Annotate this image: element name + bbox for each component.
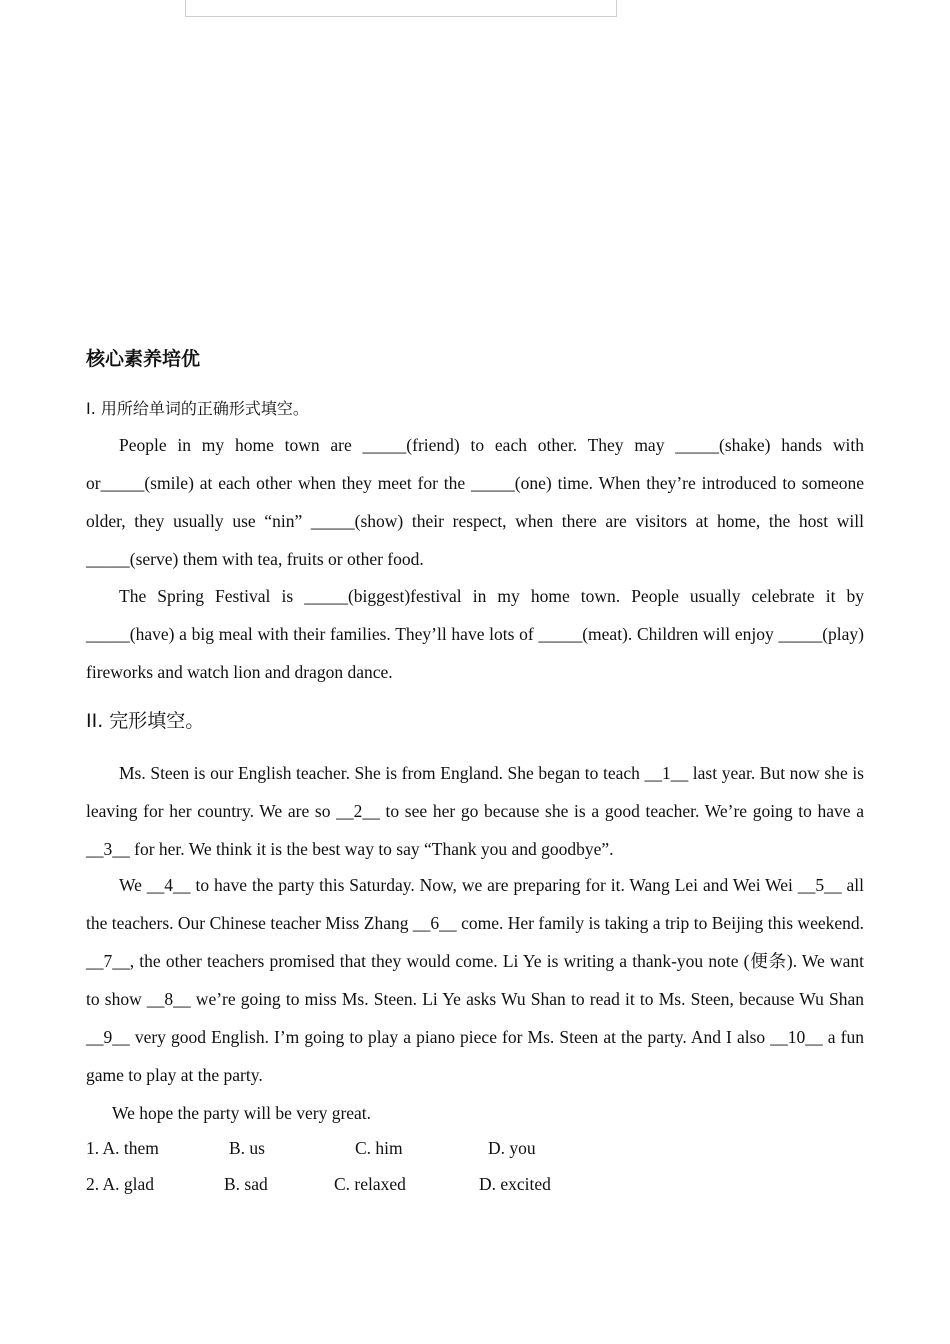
page-title: 核心素养培优 xyxy=(86,348,201,370)
options-row-2 xyxy=(86,1166,864,1202)
section1-paragraph-1: People in my home town are _____(friend) to each other. They may _____(shake) hands with or_____(smile) at each other when they meet for the _____(one) time. When they’re introduced to someone older, they usually use “nin” _____(show) their respect, when there are visitors at home, the host will _____(serve) them with tea, fruits or other food. xyxy=(86,435,864,569)
top-frame-box xyxy=(185,0,617,17)
option-2a: 2. A. glad xyxy=(86,1174,155,1194)
option-1c: C. him xyxy=(355,1138,403,1158)
option-2b: B. sad xyxy=(224,1174,268,1194)
options-row-1 xyxy=(86,1130,864,1166)
cloze-paragraph-1: Ms. Steen is our English teacher. She is from England. She began to teach __1__ last year. But now she is leaving for her country. We are so __2__ to see her go because she is a good teacher. We’re going to have a __3__ for her. We think it is the best way to say “Thank you and goodbye”. xyxy=(86,763,864,859)
option-1a: 1. A. them xyxy=(86,1138,159,1158)
section1-heading: I. 用所给单词的正确形式填空。 xyxy=(86,399,309,418)
option-2d: D. excited xyxy=(479,1174,551,1194)
cloze-paragraph-2: We __4__ to have the party this Saturday. Now, we are preparing for it. Wang Lei and Wei Wei __5__ all the teachers. Our Chinese teacher Miss Zhang __6__ come. Her family is taking a trip to Beijing this weekend. __7__, the other teachers promised that they would come. Li Ye is writing a thank-you note (便条). We want to show __8__ we’re going to miss Ms. Steen. Li Ye asks Wu Shan to read it to Ms. Steen, because Wu Shan __9__ very good English. I’m going to play a piano piece for Ms. Steen at the party. And I also __10__ a fun game to play at the party. xyxy=(86,875,864,1085)
option-1b: B. us xyxy=(229,1138,265,1158)
section1-paragraph-2: The Spring Festival is _____(biggest)festival in my home town. People usually celebrate it by _____(have) a big meal with their families. They’ll have lots of _____(meat). Children will enjoy _____(play) fireworks and watch lion and dragon dance. xyxy=(86,586,864,682)
option-1d: D. you xyxy=(488,1138,536,1158)
section2-heading: II. 完形填空。 xyxy=(86,710,205,732)
option-2c: C. relaxed xyxy=(334,1174,406,1194)
cloze-paragraph-3: We hope the party will be very great. xyxy=(112,1103,372,1123)
